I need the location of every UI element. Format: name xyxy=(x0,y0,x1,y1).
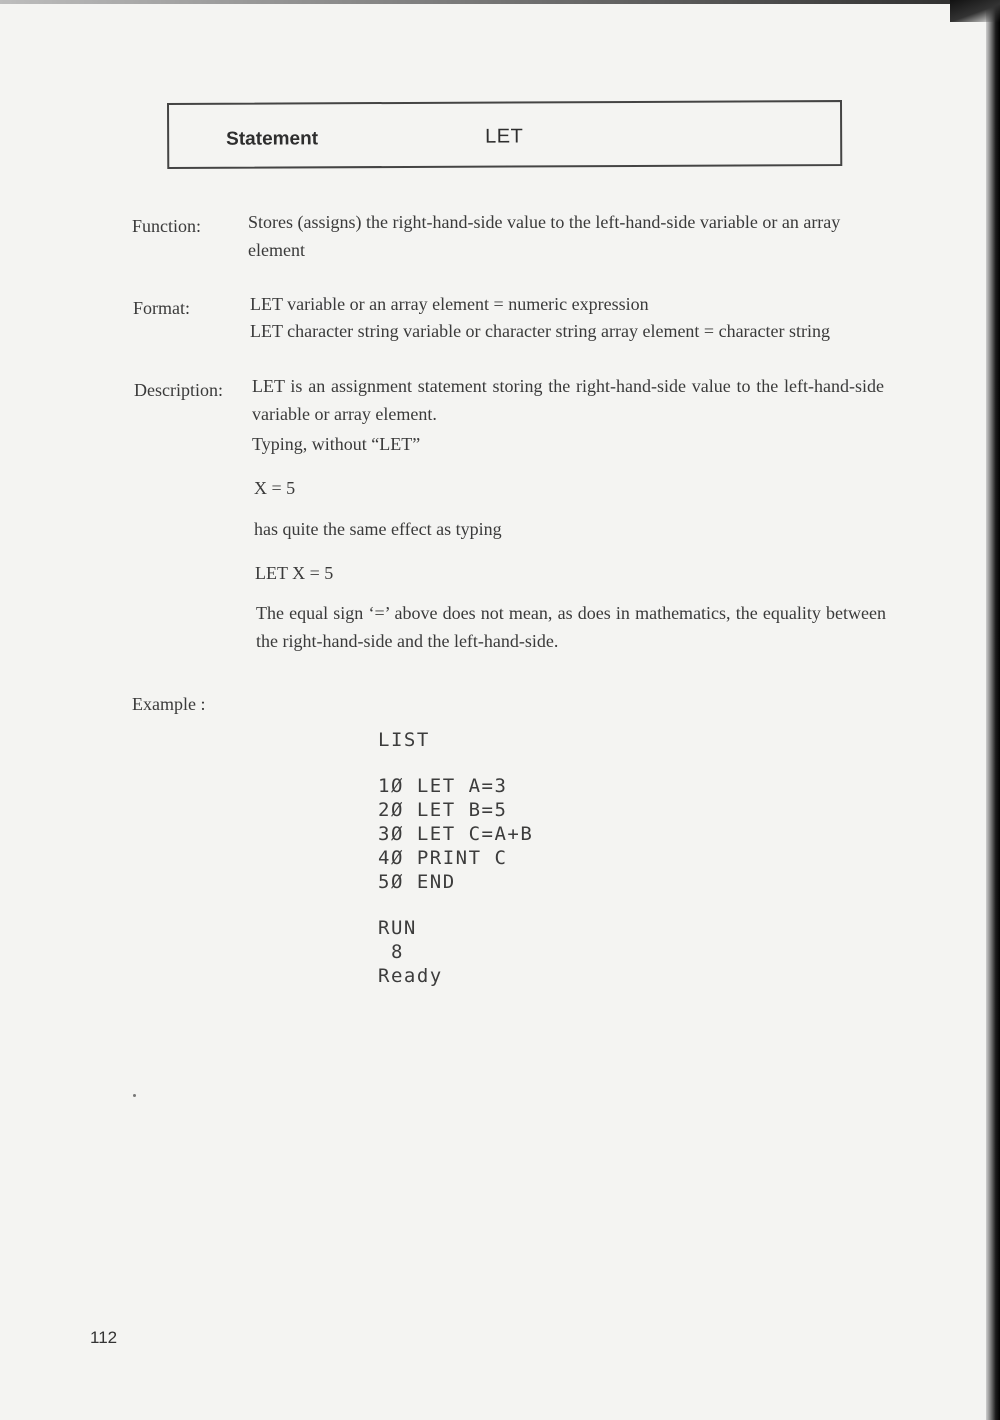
description-paragraph-1: LET is an assignment statement storing the right-hand-side value to the left-hand-side variable or array element. xyxy=(252,376,884,424)
list-command: LIST xyxy=(378,729,430,751)
function-label: Function: xyxy=(132,216,202,236)
page-number: 112 xyxy=(90,1328,118,1347)
description-paragraph-4: The equal sign ‘=’ above does not mean, as does in mathematics, the equality between the right-hand-side and the left-hand-side. xyxy=(256,603,886,651)
format-label: Format: xyxy=(133,298,190,318)
function-text: Stores (assigns) the right-hand-side value to the left-hand-side variable or an array element xyxy=(248,212,841,260)
ready-prompt: Ready xyxy=(378,965,443,987)
description-paragraph-3: has quite the same effect as typing xyxy=(254,519,502,539)
program-line: 5Ø END xyxy=(378,871,456,893)
scan-speck xyxy=(133,1094,136,1097)
format-line-2: LET character string variable or character string array element = character string xyxy=(250,321,831,341)
example-code-block xyxy=(378,728,533,988)
description-code-2: LET X = 5 xyxy=(255,563,334,583)
statement-label: Statement xyxy=(226,128,319,150)
scan-edge-right xyxy=(986,0,1000,1420)
statement-header-box xyxy=(167,100,842,169)
description-label: Description: xyxy=(134,380,223,400)
run-command: RUN xyxy=(378,917,417,939)
example-label: Example : xyxy=(132,694,206,714)
run-output: 8 xyxy=(378,941,404,963)
description-paragraph-2: Typing, without “LET” xyxy=(252,434,421,454)
program-line: 3Ø LET C=A+B xyxy=(378,823,534,845)
scan-edge-top xyxy=(0,0,1000,4)
program-line: 4Ø PRINT C xyxy=(378,847,508,869)
scan-edge-corner xyxy=(950,0,1000,22)
statement-name: LET xyxy=(485,125,524,148)
description-code-1: X = 5 xyxy=(254,478,296,498)
program-line: 2Ø LET B=5 xyxy=(378,799,508,821)
program-line: 1Ø LET A=3 xyxy=(378,775,508,797)
format-line-1: LET variable or an array element = numeric expression xyxy=(250,294,649,314)
